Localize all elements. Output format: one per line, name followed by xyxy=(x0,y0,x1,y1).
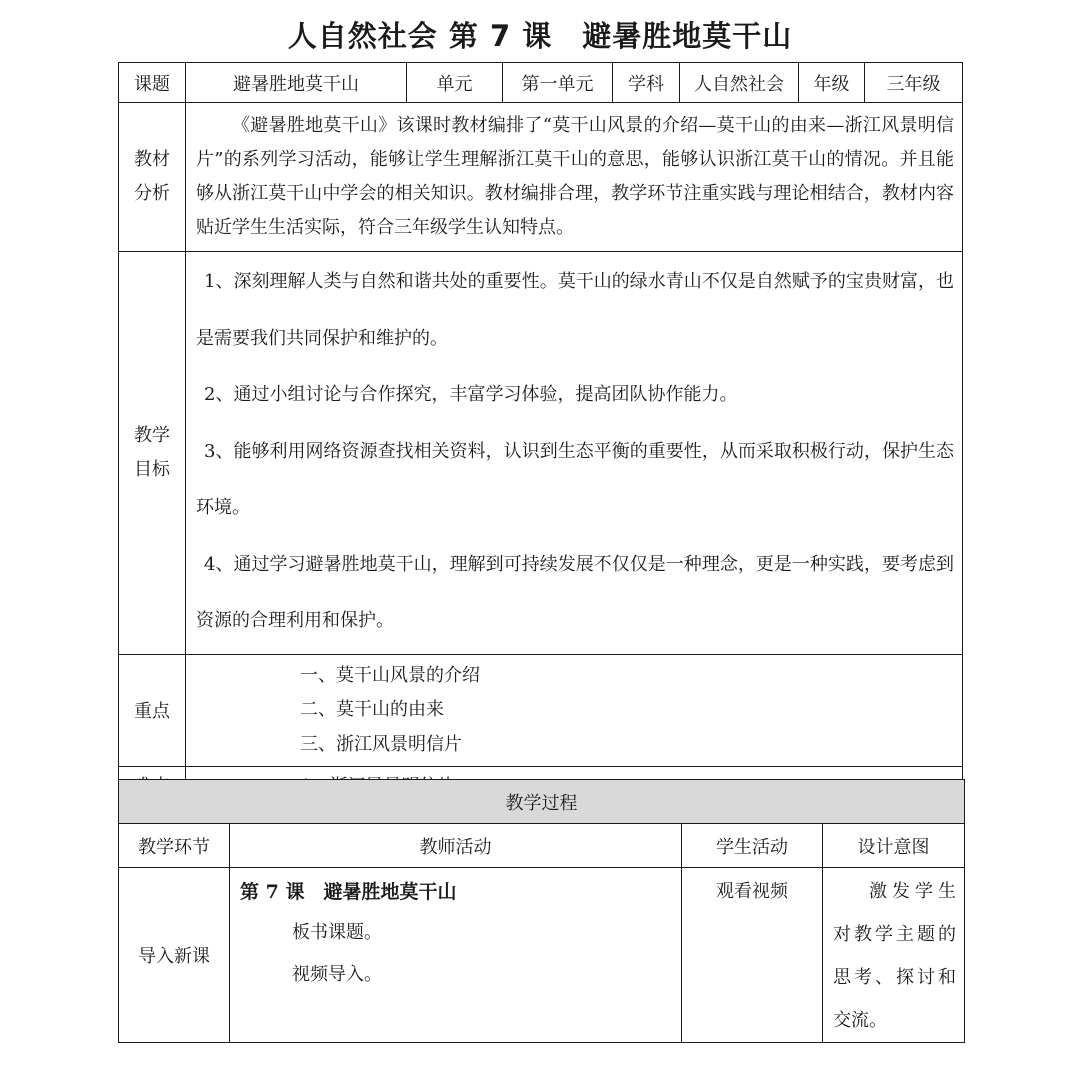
goals-row xyxy=(119,252,963,655)
teacher-item: 板书课题。 xyxy=(292,922,382,943)
goal-item: 2、通过小组讨论与合作探究，丰富学习体验，提高团队协作能力。 xyxy=(204,384,738,405)
stage-cell: 导入新课 xyxy=(119,868,230,1043)
design-intent-text: 激发学生对教学主题的思考、探讨和交流。 xyxy=(833,881,956,1031)
goal-item: 1、深刻理解人类与自然和谐共处的重要性。莫干山的绿水青山不仅是自然赋予的宝贵财富，也是需要我们共同保护和维护的。 xyxy=(196,271,954,349)
key-points-row xyxy=(119,654,963,767)
student-activity-cell: 观看视频 xyxy=(682,868,823,1043)
process-columns-row xyxy=(119,824,965,868)
topic-value: 避暑胜地莫干山 xyxy=(186,63,407,103)
key-points-list xyxy=(186,654,963,767)
teacher-heading: 第 7 课 避暑胜地莫干山 xyxy=(240,881,457,903)
key-point-item: 三、浙江风景明信片 xyxy=(300,733,462,755)
key-point-item: 一、莫干山风景的介绍 xyxy=(300,664,480,686)
topic-label: 课题 xyxy=(119,63,186,103)
goal-item: 3、能够利用网络资源查找相关资料，认识到生态平衡的重要性，从而采取积极行动，保护生态环境。 xyxy=(196,440,954,518)
teacher-activity-cell xyxy=(230,868,682,1043)
page-title: 人自然社会 第 7 课 避暑胜地莫干山 xyxy=(287,19,793,53)
column-header: 设计意图 xyxy=(823,824,965,868)
subject-label: 学科 xyxy=(613,63,680,103)
process-row xyxy=(119,868,965,1043)
teacher-item: 视频导入。 xyxy=(292,964,382,985)
analysis-text: 《避暑胜地莫干山》该课时教材编排了“莫干山风景的介绍—莫干山的由来—浙江风景明信片”的系列学习活动，能够让学生理解浙江莫干山的意思，能够认识浙江莫干山的情况。并且能够从浙江莫干山中学会的相关知识。教材编排合理，教学环节注重实践与理论相结合，教材内容贴近学生生活实际，符合三年级学生认知特点。 xyxy=(186,103,963,252)
grade-value: 三年级 xyxy=(865,63,963,103)
goals-list xyxy=(186,252,963,655)
goals-label: 教学目标 xyxy=(119,252,186,655)
grade-label: 年级 xyxy=(799,63,865,103)
key-point-item: 二、莫干山的由来 xyxy=(300,699,444,720)
process-header-row xyxy=(119,780,965,824)
column-header: 教师活动 xyxy=(230,824,682,868)
process-header: 教学过程 xyxy=(119,780,965,824)
column-header: 学生活动 xyxy=(682,824,823,868)
analysis-row xyxy=(119,103,963,252)
analysis-label: 教材分析 xyxy=(119,103,186,252)
lesson-info-table xyxy=(118,62,963,803)
key-points-label: 重点 xyxy=(119,654,186,767)
column-header: 教学环节 xyxy=(119,824,230,868)
info-row xyxy=(119,63,963,103)
unit-value: 第一单元 xyxy=(503,63,613,103)
goal-item: 4、通过学习避暑胜地莫干山，理解到可持续发展不仅仅是一种理念，更是一种实践，要考虑到资源的合理利用和保护。 xyxy=(196,553,954,631)
design-intent-cell xyxy=(823,868,965,1043)
unit-label: 单元 xyxy=(407,63,503,103)
teaching-process-table xyxy=(118,779,965,1043)
subject-value: 人自然社会 xyxy=(680,63,799,103)
